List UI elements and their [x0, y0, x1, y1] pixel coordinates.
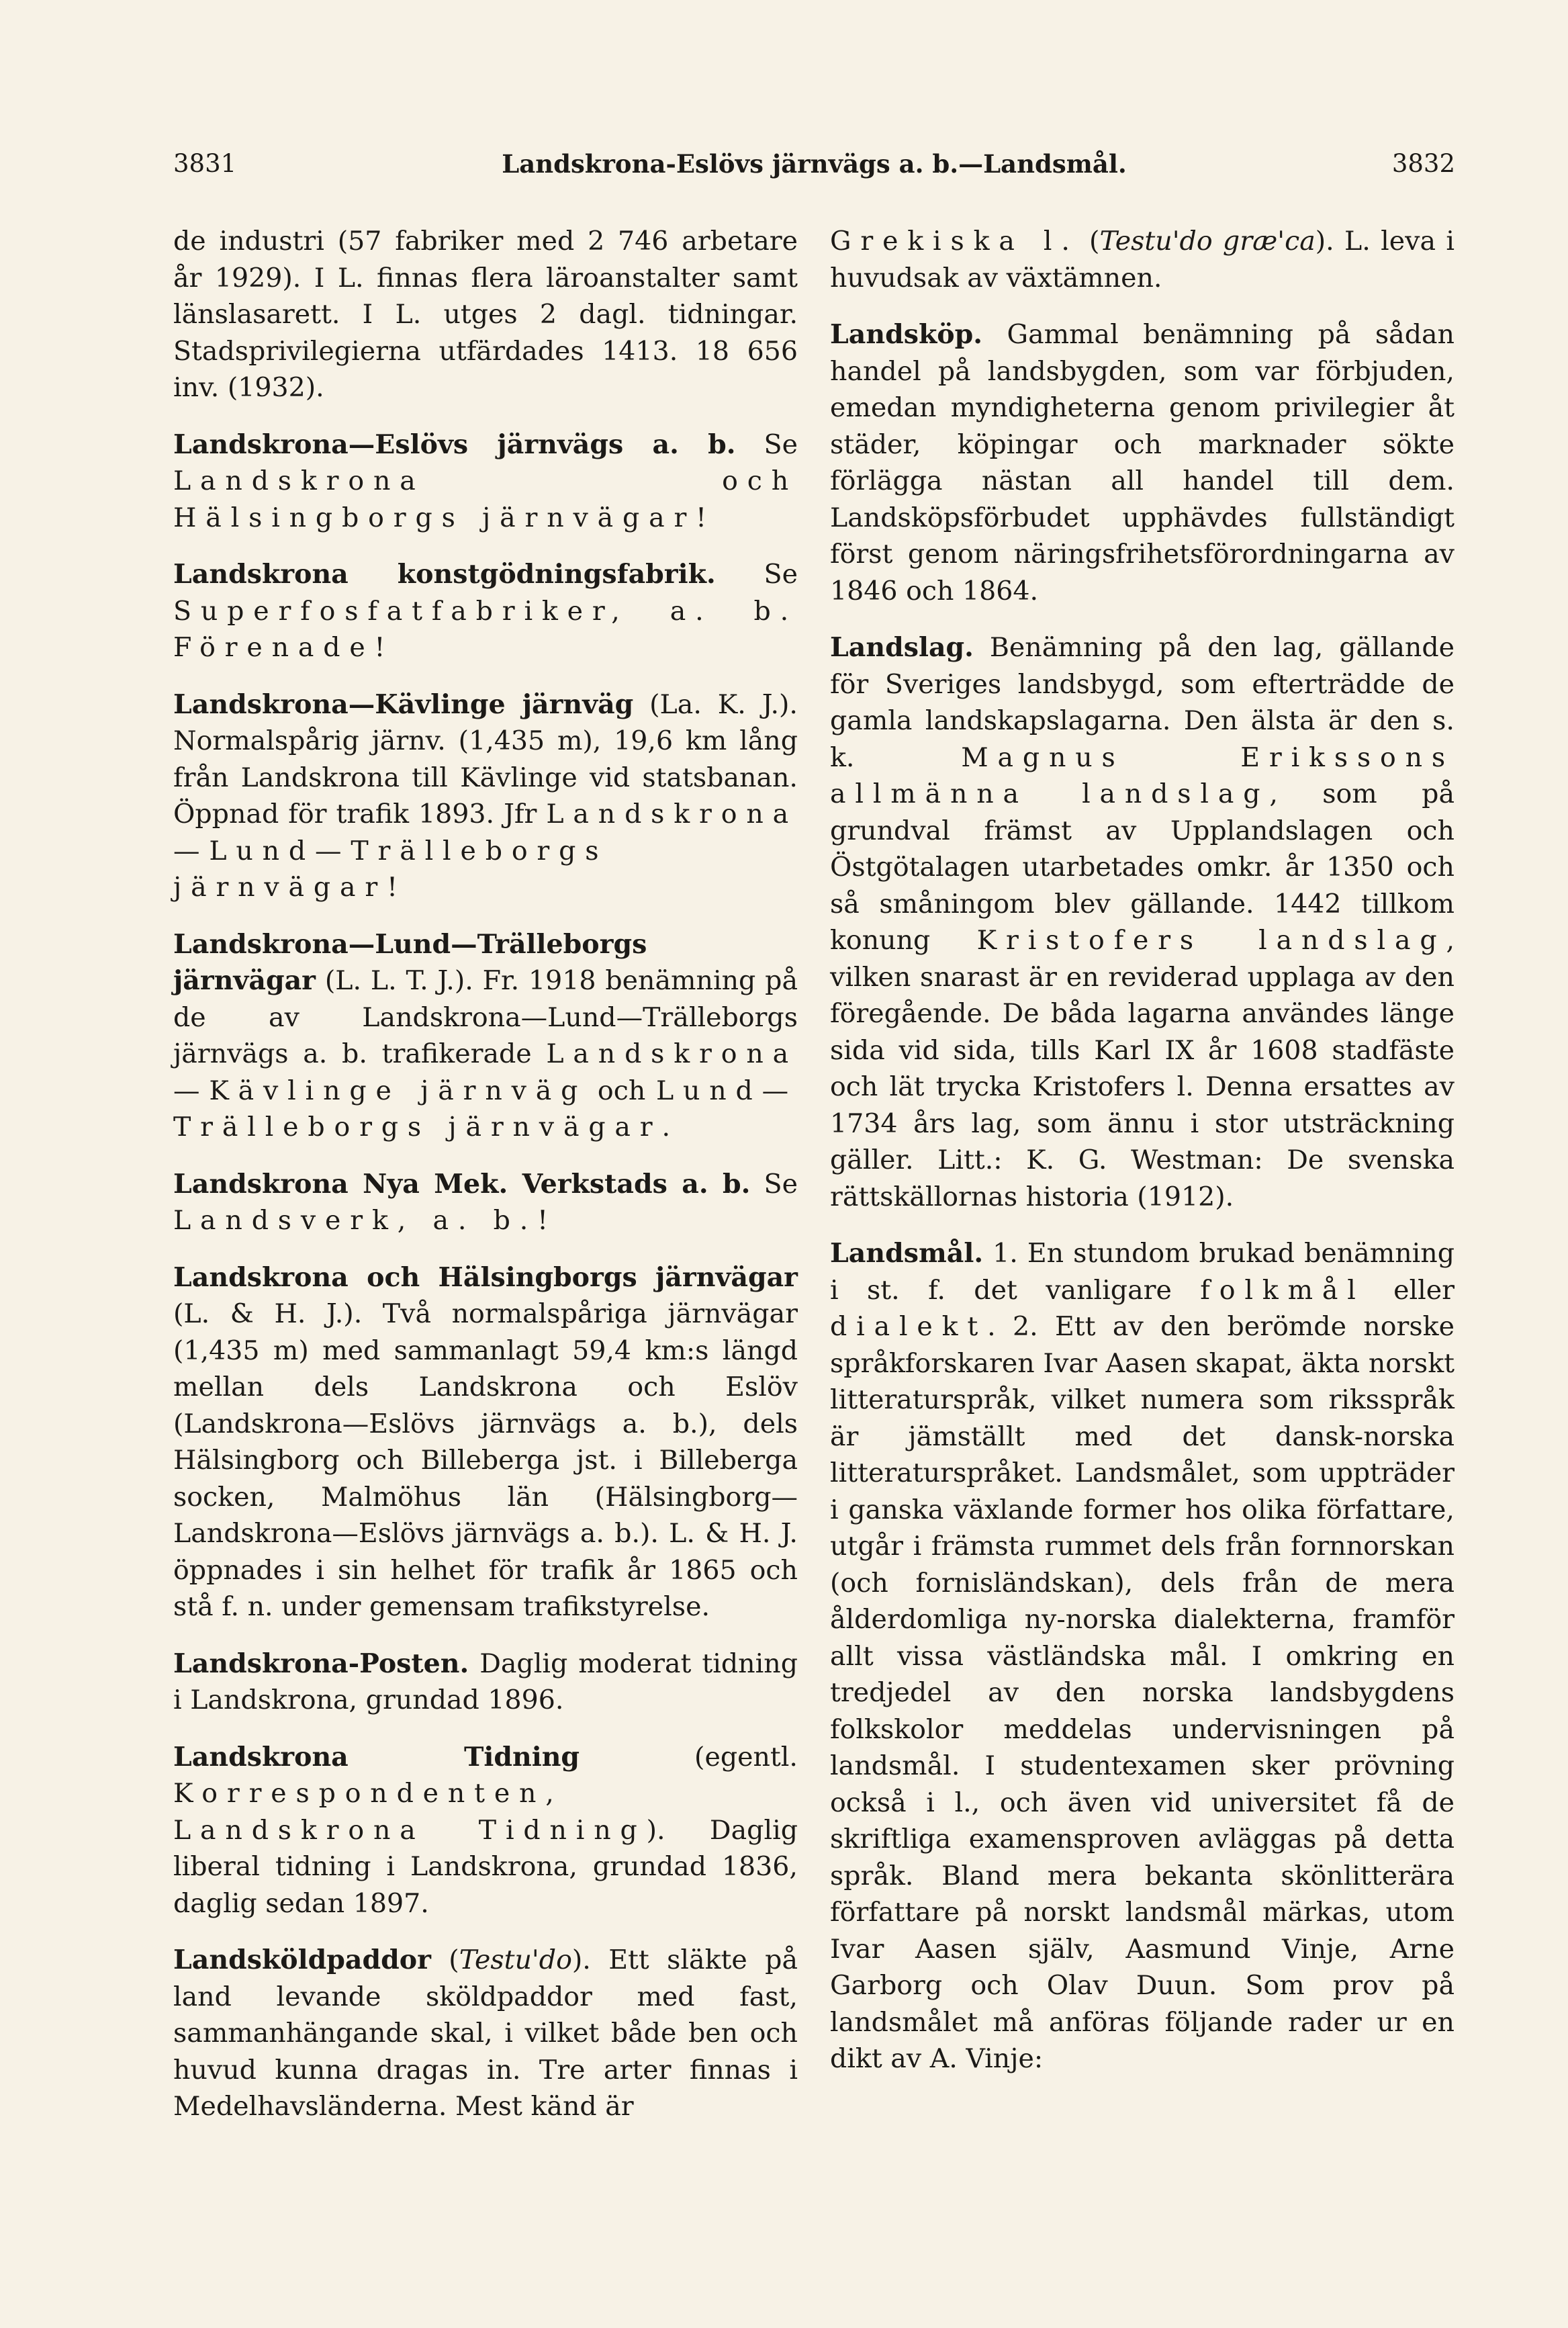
entry-landskrona-och-halsingborgs	[173, 1259, 798, 1625]
spaced-term: Magnus Erikssons allmänna landslag	[830, 742, 1455, 809]
entry-headword: Landskrona konstgödningsfabrik.	[173, 559, 716, 590]
entry-landslag	[830, 629, 1455, 1215]
entry-headword: Landslag.	[830, 632, 974, 663]
entry-landskrona-continued	[173, 223, 798, 406]
cross-reference: Lund—Trälleborgs järnvägar	[173, 1075, 798, 1143]
entry-text: ). Daglig liberal tidning i Landskrona, grundad 1836, daglig sedan 1897.	[173, 1814, 798, 1919]
entry-text: Se	[715, 559, 798, 590]
entry-headword: Landskrona Nya Mek. Verkstads a. b.	[173, 1168, 751, 1200]
page-number-left: 3831	[173, 149, 237, 178]
entry-headword: Landsmål.	[830, 1238, 984, 1269]
entry-text: !	[374, 632, 385, 663]
spaced-term: folkmål	[1200, 1274, 1365, 1306]
cross-reference: Superfosfatfabriker, a. b. Förenade	[173, 595, 798, 663]
entry-text: Benämning på den lag, gällande för Sveriges landsbygd, som efterträdde de gamla landskapslagarna. Den älsta är den s. k.	[830, 632, 1455, 773]
entry-text: , vilken snarast är en reviderad upplaga av den föregående. De båda lagarna användes länge sida vid sida, tills Karl IX år 1608 stadfäste och lät trycka Kristofers l. Denna ersattes av 1734 års lag, som ännu i stor utsträckning gäller. Litt.: K. G. Westman: De svenska rättskällornas historia (1912).	[830, 925, 1455, 1212]
entry-landskop	[830, 316, 1455, 609]
entry-landskrona-tidning	[173, 1739, 798, 1922]
page-number-right: 3832	[1391, 149, 1455, 178]
left-column	[173, 223, 798, 2145]
entry-headword: Landskrona och Hälsingborgs järnvägar	[173, 1261, 798, 1293]
entry-text: , som på grundval främst av Upplandslagen och Östgötalagen utarbetades omkr. år 1350 och så småningom blev gällande. 1442 tillkom konung	[830, 778, 1455, 956]
entry-text: Gammal benämning på sådan handel på landsbygden, som var förbjuden, emedan myndigheterna genom privilegier åt städer, köpingar och marknader sökte förlägga nästan all handel till dem. Landsköpsförbudet upphävdes fullständigt först genom näringsfrihetsförordningarna av 1846 och 1864.	[830, 319, 1455, 607]
entry-text: de industri (57 fabriker med 2 746 arbetare år 1929). I L. finnas flera läroanstalter samt länslasarett. I L. utges 2 dagl. tidningar. Stadsprivilegierna utfärdades 1413. 18 656 inv. (1932).	[173, 226, 798, 403]
spaced-term: dialekt	[830, 1311, 988, 1342]
entry-text: !	[387, 872, 398, 903]
running-title: Landskrona-Eslövs järnvägs a. b.—Landsmål.	[502, 149, 1127, 179]
entry-text: Daglig moderat tidning i Landskrona, grundad 1896.	[173, 1648, 798, 1715]
cross-reference: Landskrona—Kävlinge järnväg	[173, 1038, 798, 1106]
entry-headword: Landskrona—Kävlinge järnväg	[173, 688, 634, 720]
entry-text: . 2. Ett av den berömde norske språkforskaren Ivar Aasen skapat, äkta norskt litteraturspråk, vilket numera som riksspråk är jämställt med det dansk-norska litteraturspråket. Landsmålet, som uppträder i ganska växlande former hos olika författare, utgår i främsta rummet dels från fornnorskan (och fornisländskan), dels från de mera ålderdomliga ny-norska dialekterna, framför allt vissa västländska mål. I omkring en tredjedel av den norska landsbygdens folkskolor meddelas undervisningen på landsmål. I studentexamen sker prövning också i l., och även vid universitet få de skriftliga examensproven avläggas på detta språk. Bland mera bekanta skönlitterära författare på norskt landsmål märkas, utom Ivar Aasen själv, Aasmund Vinje, Arne Garborg och Olav Duun. Som prov på landsmålet må anföras följande rader ur en dikt av A. Vinje:	[830, 1311, 1455, 2074]
entry-landskrona-posten	[173, 1646, 798, 1719]
entry-landskrona-lund-tralleborgs	[173, 926, 798, 1146]
entry-text: Se	[750, 1168, 798, 1200]
entry-text: (L. L. T. J.). Fr. 1918 benämning på de av Landskrona—Lund—Trälleborgs järnvägs a. b. trafikerade	[173, 965, 798, 1069]
entry-landsmal	[830, 1235, 1455, 2077]
right-column	[830, 223, 1455, 2077]
cross-reference: Landskrona och Hälsingborgs järnvägar	[173, 465, 798, 533]
entry-headword: Landskrona-Posten.	[173, 1648, 469, 1679]
entry-text: och	[587, 1075, 656, 1106]
entry-text: (L. & H. J.). Två normalspåriga järnvägar (1,435 m) med sammanlagt 59,4 km:s längd mellan dels Landskrona och Eslöv (Landskrona—Eslövs järnvägs a. b.), dels Hälsingborg och Billeberga jst. i Billeberga socken, Malmöhus län (Hälsingborg—Landskrona—Eslövs järnvägs a. b.). L. & H. J. öppnades i sin helhet för trafik år 1865 och stå f. n. under gemensam trafikstyrelse.	[173, 1298, 798, 1622]
entry-text: 1. En stundom brukad benämning i st. f. det vanligare	[830, 1238, 1455, 1306]
entry-headword: Landskrona—Eslövs järnvägs a. b.	[173, 429, 736, 460]
entry-text: (egentl.	[580, 1741, 798, 1773]
entry-landskrona-kavlinge-jarnvag	[173, 686, 798, 906]
entry-text: ). L. leva i huvudsak av växtämnen.	[830, 226, 1455, 294]
entry-headword: Landsköp.	[830, 319, 983, 350]
spaced-term: Kristofers landslag	[976, 925, 1446, 956]
entry-text: Se	[735, 429, 798, 460]
entry-headword: Landskrona Tidning	[173, 1741, 580, 1773]
entry-landskrona-konstgodningsfabrik	[173, 556, 798, 666]
species-name: Grekiska l.	[830, 226, 1079, 257]
entry-headword: Landskrona—Lund—Trälleborgs järnvägar	[173, 928, 647, 996]
page-header	[173, 149, 1455, 189]
entry-text: (	[1078, 226, 1100, 257]
entry-text: eller	[1365, 1274, 1455, 1306]
entry-landskoldpaddor	[173, 1942, 798, 2125]
entry-headword: Landsköldpaddor	[173, 1944, 431, 1975]
entry-text: (	[430, 1944, 459, 1975]
cross-reference: Korrespondenten, Landskrona Tidning	[173, 1778, 647, 1846]
cross-reference: Landsverk, a. b.	[173, 1205, 538, 1236]
latin-name: Testu'do græ'ca	[1099, 226, 1316, 257]
entry-text: ). Ett släkte på land levande sköldpaddor med fast, sammanhängande skal, i vilket både ben och huvud kunna dragas in. Tre arter finnas i Medelhavsländerna. Mest känd är	[173, 1944, 798, 2122]
entry-text: (La. K. J.). Normalspårig järnv. (1,435 m), 19,6 km lång från Landskrona till Kävlinge vid statsbanan. Öppnad för trafik 1893. Jfr	[173, 688, 798, 830]
entry-landskrona-eslovs-jarnvags	[173, 427, 798, 537]
entry-landskrona-nya-mek-verkstads	[173, 1166, 798, 1239]
entry-text: .	[661, 1112, 671, 1143]
entry-landskoldpaddor-continued	[830, 223, 1455, 296]
cross-reference: Landskrona—Lund—Trälleborgs järnvägar	[173, 799, 798, 903]
entry-text: !	[537, 1205, 548, 1236]
entry-text: !	[696, 502, 707, 533]
latin-name: Testu'do	[459, 1944, 572, 1975]
